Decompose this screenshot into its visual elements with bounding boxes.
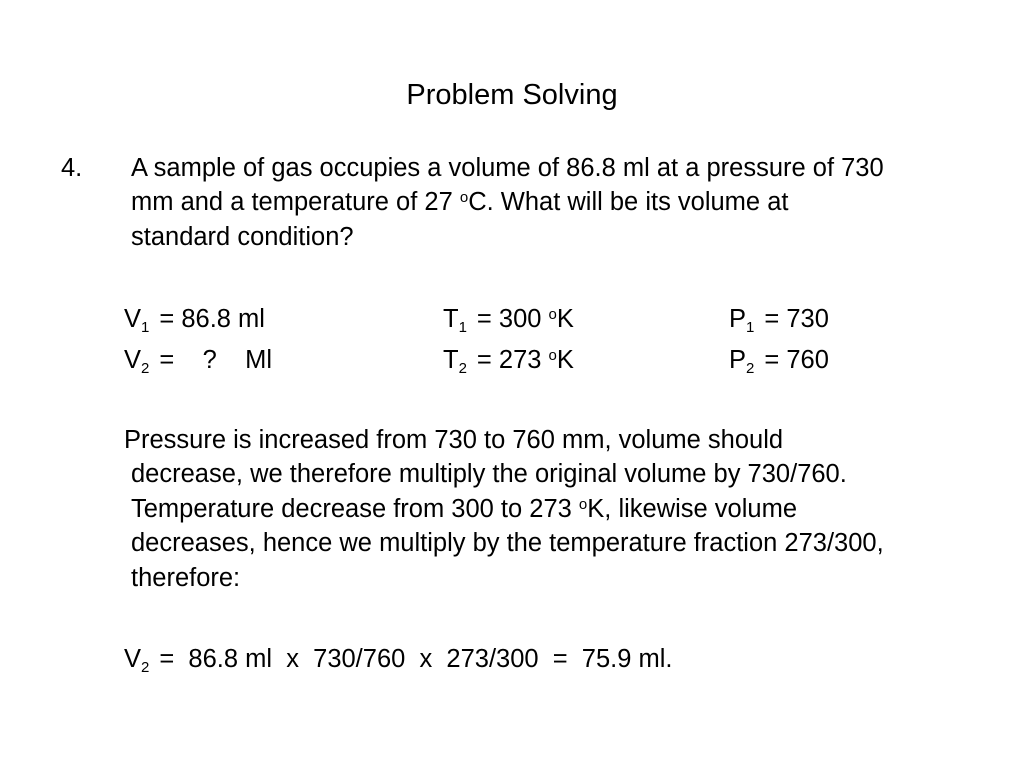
- problem-line-2: mm and a temperature of 27 $^o$C. What will be its volume at: [131, 188, 789, 216]
- given-v2: $V_2$ = ? Ml: [124, 346, 273, 377]
- explanation-line-5: therefore:: [131, 564, 241, 592]
- explanation-line-4: decreases, hence we multiply by the temperature fraction 273/300,: [131, 529, 884, 557]
- given-v1: $V_1 = 86.8$ ml: [124, 305, 265, 336]
- problem-line-1: A sample of gas occupies a volume of 86.8 ml at a pressure of 730: [131, 154, 884, 182]
- given-p1: $P_1 = 730$: [729, 305, 829, 336]
- explanation-line-1: Pressure is increased from 730 to 760 mm, volume should: [124, 426, 784, 454]
- explanation-line-2: decrease, we therefore multiply the original volume by 730/760.: [131, 460, 847, 488]
- given-p2: $P_2 = 760$: [729, 346, 829, 377]
- problem-number: 4.: [61, 154, 83, 182]
- slide-title: Problem Solving: [406, 79, 618, 111]
- problem-line-3: standard condition?: [131, 223, 354, 251]
- result-equation: $V_2 = 86.8$ ml x 730/760 x 273/300 = 75.9 ml.: [124, 645, 673, 676]
- given-t2: $T_2 = 273$ $^o$K: [443, 346, 574, 377]
- explanation-line-3: Temperature decrease from 300 to 273 $^o$K, likewise volume: [131, 495, 798, 523]
- given-t1: $T_1 = 300$ $^o$K: [443, 305, 574, 336]
